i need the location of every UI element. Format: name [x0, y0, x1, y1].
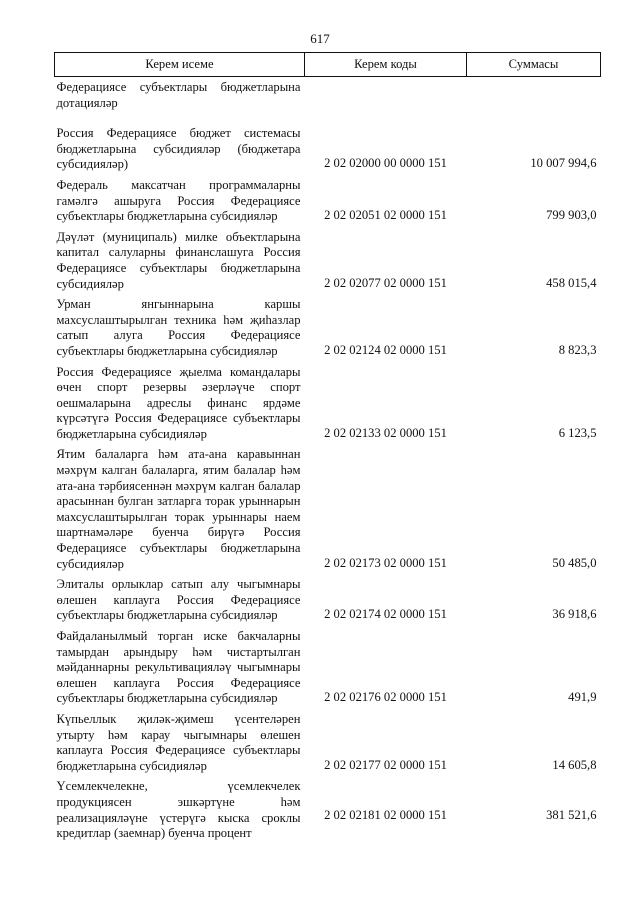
row-income-name: Россия Федерациясе җыелма командалары өчен спорт резервы әзерләүче спорт оешмаларына адреслы финанс ярдәме күрсәтүгә Россия Федерациясе субъектлары бюджетларына субсидияләр: [56, 364, 301, 441]
header-income-code: Керем коды: [305, 53, 467, 77]
row-income-code: 2 02 02177 02 0000 151: [324, 757, 447, 772]
table-row: [55, 707, 601, 774]
row-amount: 381 521,6: [546, 808, 597, 823]
row-income-name: Россия Федерациясе бюджет системасы бюджетларына субсидияләр (бюджетара субсидияләр): [56, 126, 301, 172]
table-row: [55, 442, 601, 572]
table-row: [55, 292, 601, 359]
header-income-name: Керем исеме: [55, 53, 305, 77]
row-income-code: 2 02 02000 00 0000 151: [324, 156, 447, 171]
row-amount: 8 823,3: [558, 342, 597, 357]
row-income-code: 2 02 02133 02 0000 151: [324, 425, 447, 440]
row-amount: 799 903,0: [546, 208, 597, 223]
row-income-name: Урман янгыннарына каршы махсуслаштырылган техника һәм җиһазлар сатып алуга Россия Федерациясе субъектлары бюджетларына субсидияләр: [56, 297, 301, 358]
table-row: [55, 173, 601, 225]
row-income-code: 2 02 02077 02 0000 151: [324, 275, 447, 290]
row-amount: 6 123,5: [558, 425, 597, 440]
table-row: [55, 774, 601, 841]
budget-table: [54, 52, 601, 842]
table-row: [55, 572, 601, 624]
header-amount: Суммасы: [467, 53, 601, 77]
row-income-name: Федераль максатчан программаларны гамәлгә ашыруга Россия Федерациясе субъектлары бюджетларына субсидияләр: [56, 177, 301, 224]
table-row: [55, 77, 601, 112]
table-row: [55, 360, 601, 443]
table-row: [55, 111, 601, 173]
row-income-code: 2 02 02176 02 0000 151: [324, 690, 447, 705]
row-income-name: Дәүләт (муниципаль) милке объектларына капитал салуларны финанслашуга Россия Федерациясе субъектлары бюджетларына субсидияләр: [56, 229, 301, 291]
row-income-name: Федерациясе субъектлары бюджетларына дотацияләр: [56, 80, 301, 110]
row-income-code: 2 02 02051 02 0000 151: [324, 208, 447, 223]
row-income-code: 2 02 02124 02 0000 151: [324, 342, 447, 357]
row-income-code: 2 02 02173 02 0000 151: [324, 555, 447, 570]
row-amount: [467, 77, 601, 112]
row-amount: 491,9: [568, 690, 597, 705]
row-amount: 36 918,6: [552, 607, 597, 622]
row-amount: 50 485,0: [552, 555, 597, 570]
row-income-name: Күпьеллык җиләк-җимеш үсентеләрен утырту һәм карау чыгымнары өлешен каплауга Россия Федерациясе субъектлары бюджетларына субсидияләр: [56, 711, 301, 773]
row-income-name: Файдаланылмый торган иске бакчаларны тамырдан арындыру һәм чистартылган мәйданнарны рекультивацияләү чыгымнары өлешен каплауга Россия Федерациясе субъектлары бюджетларына субсидияләр: [56, 629, 301, 706]
row-income-name: Ятим балаларга һәм ата-ана каравыннан мәхрүм калган балаларга, ятим балалар һәм ата-ана тәрбиясеннән мәхрүм калган балалар арасыннан булган затларга торак урыннарын махсуслаштырылган торак урыннары наем шартнамәләре буенча бирүгә Россия Федерациясе субъектлары бюджетларына субсидияләр: [56, 447, 301, 571]
table-header-row: [55, 53, 601, 77]
row-income-code: 2 02 02174 02 0000 151: [324, 607, 447, 622]
row-income-code: 2 02 02181 02 0000 151: [324, 808, 447, 823]
row-amount: 14 605,8: [552, 757, 597, 772]
table-row: [55, 225, 601, 292]
row-income-name: Элиталы орлыклар сатып алу чыгымнары өлешен каплауга Россия Федерациясе субъектлары бюджетларына субсидияләр: [56, 577, 301, 623]
table-row: [55, 624, 601, 707]
row-income-code: [305, 77, 467, 112]
row-amount: 10 007 994,6: [530, 156, 597, 171]
row-income-name: Үсемлекчелекне, үсемлекчелек продукциясен эшкәртүне һәм реализацияләүне үстерүгә кыска сроклы кредитлар (заемнар) буенча процент: [56, 779, 301, 841]
page-number: 617: [310, 31, 330, 46]
row-amount: 458 015,4: [546, 275, 597, 290]
